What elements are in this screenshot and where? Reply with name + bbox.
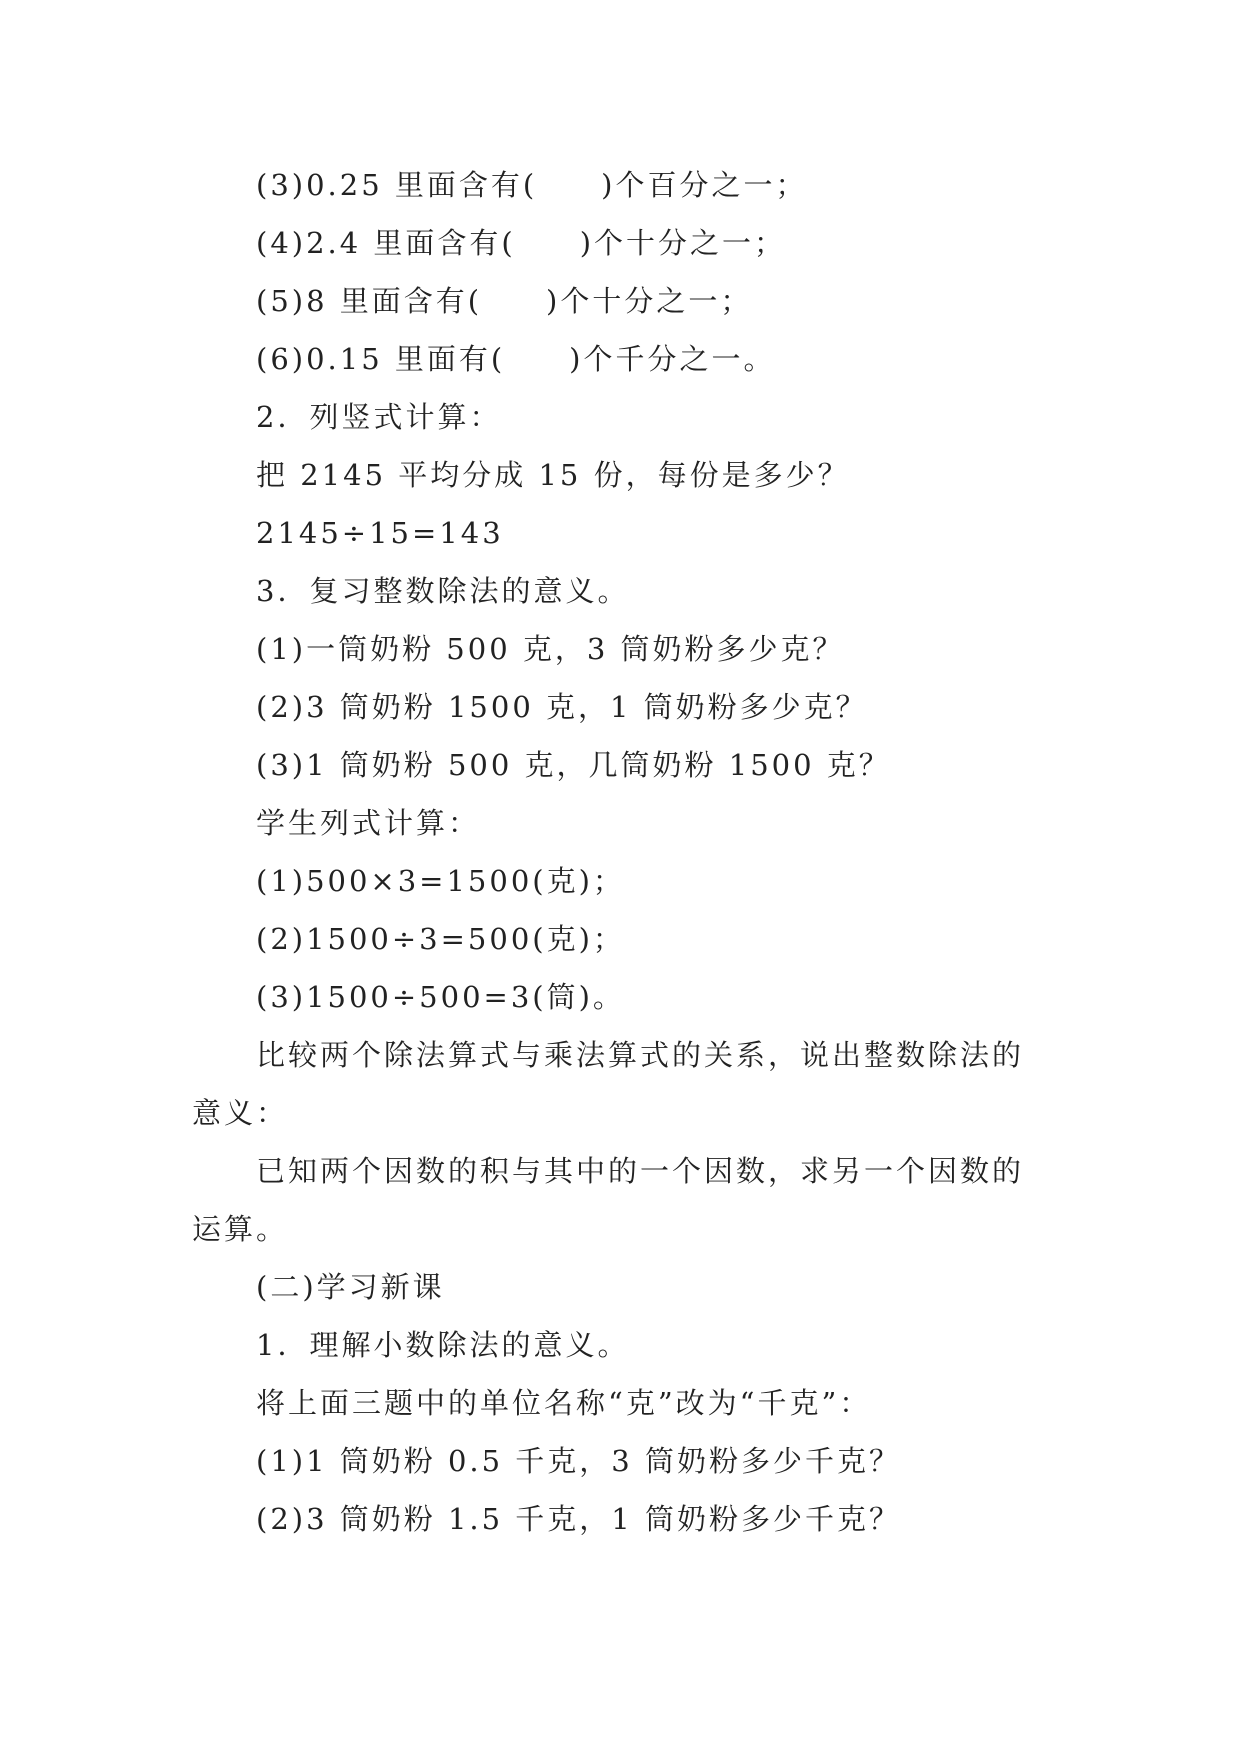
new-lesson-item-1: 1．理解小数除法的意义。: [256, 1328, 630, 1362]
section-2-heading: 2．列竖式计算：: [256, 400, 502, 434]
exercise-5-line: (5)8 里面含有( )个十分之一；: [256, 284, 753, 318]
division-equation: 2145÷15=143: [256, 516, 504, 550]
review-question-3: (3)1 筒奶粉 500 克，几筒奶粉 1500 克？: [256, 748, 891, 782]
division-question: 把 2145 平均分成 15 份，每份是多少？: [256, 458, 850, 492]
decimal-question-2: (2)3 筒奶粉 1.5 千克，1 筒奶粉多少千克？: [256, 1502, 901, 1536]
decimal-question-1: (1)1 筒奶粉 0.5 千克，3 筒奶粉多少千克？: [256, 1444, 901, 1478]
definition-paragraph-line-2: 运算。: [192, 1212, 289, 1246]
section-3-heading: 3．复习整数除法的意义。: [256, 574, 630, 608]
exercise-4-line: (4)2.4 里面含有( )个十分之一；: [256, 226, 787, 260]
review-question-1: (1)一筒奶粉 500 克，3 筒奶粉多少克？: [256, 632, 845, 666]
compare-paragraph-line-2: 意义：: [192, 1096, 289, 1130]
calc-answer-2: (2)1500÷3=500(克)；: [256, 922, 625, 956]
compare-paragraph-line-1: 比较两个除法算式与乘法算式的关系，说出整数除法的: [256, 1038, 1025, 1072]
exercise-3-line: (3)0.25 里面含有( )个百分之一；: [256, 168, 808, 202]
student-calc-label: 学生列式计算：: [256, 806, 481, 840]
review-question-2: (2)3 筒奶粉 1500 克，1 筒奶粉多少克？: [256, 690, 868, 724]
unit-change-instruction: 将上面三题中的单位名称“克”改为“千克”：: [256, 1386, 872, 1420]
calc-answer-1: (1)500×3=1500(克)；: [256, 864, 625, 898]
definition-paragraph-line-1: 已知两个因数的积与其中的一个因数，求另一个因数的: [256, 1154, 1025, 1188]
new-lesson-heading: (二)学习新课: [256, 1270, 445, 1304]
exercise-6-line: (6)0.15 里面有( )个千分之一。: [256, 342, 776, 376]
calc-answer-3: (3)1500÷500=3(筒)。: [256, 980, 625, 1014]
